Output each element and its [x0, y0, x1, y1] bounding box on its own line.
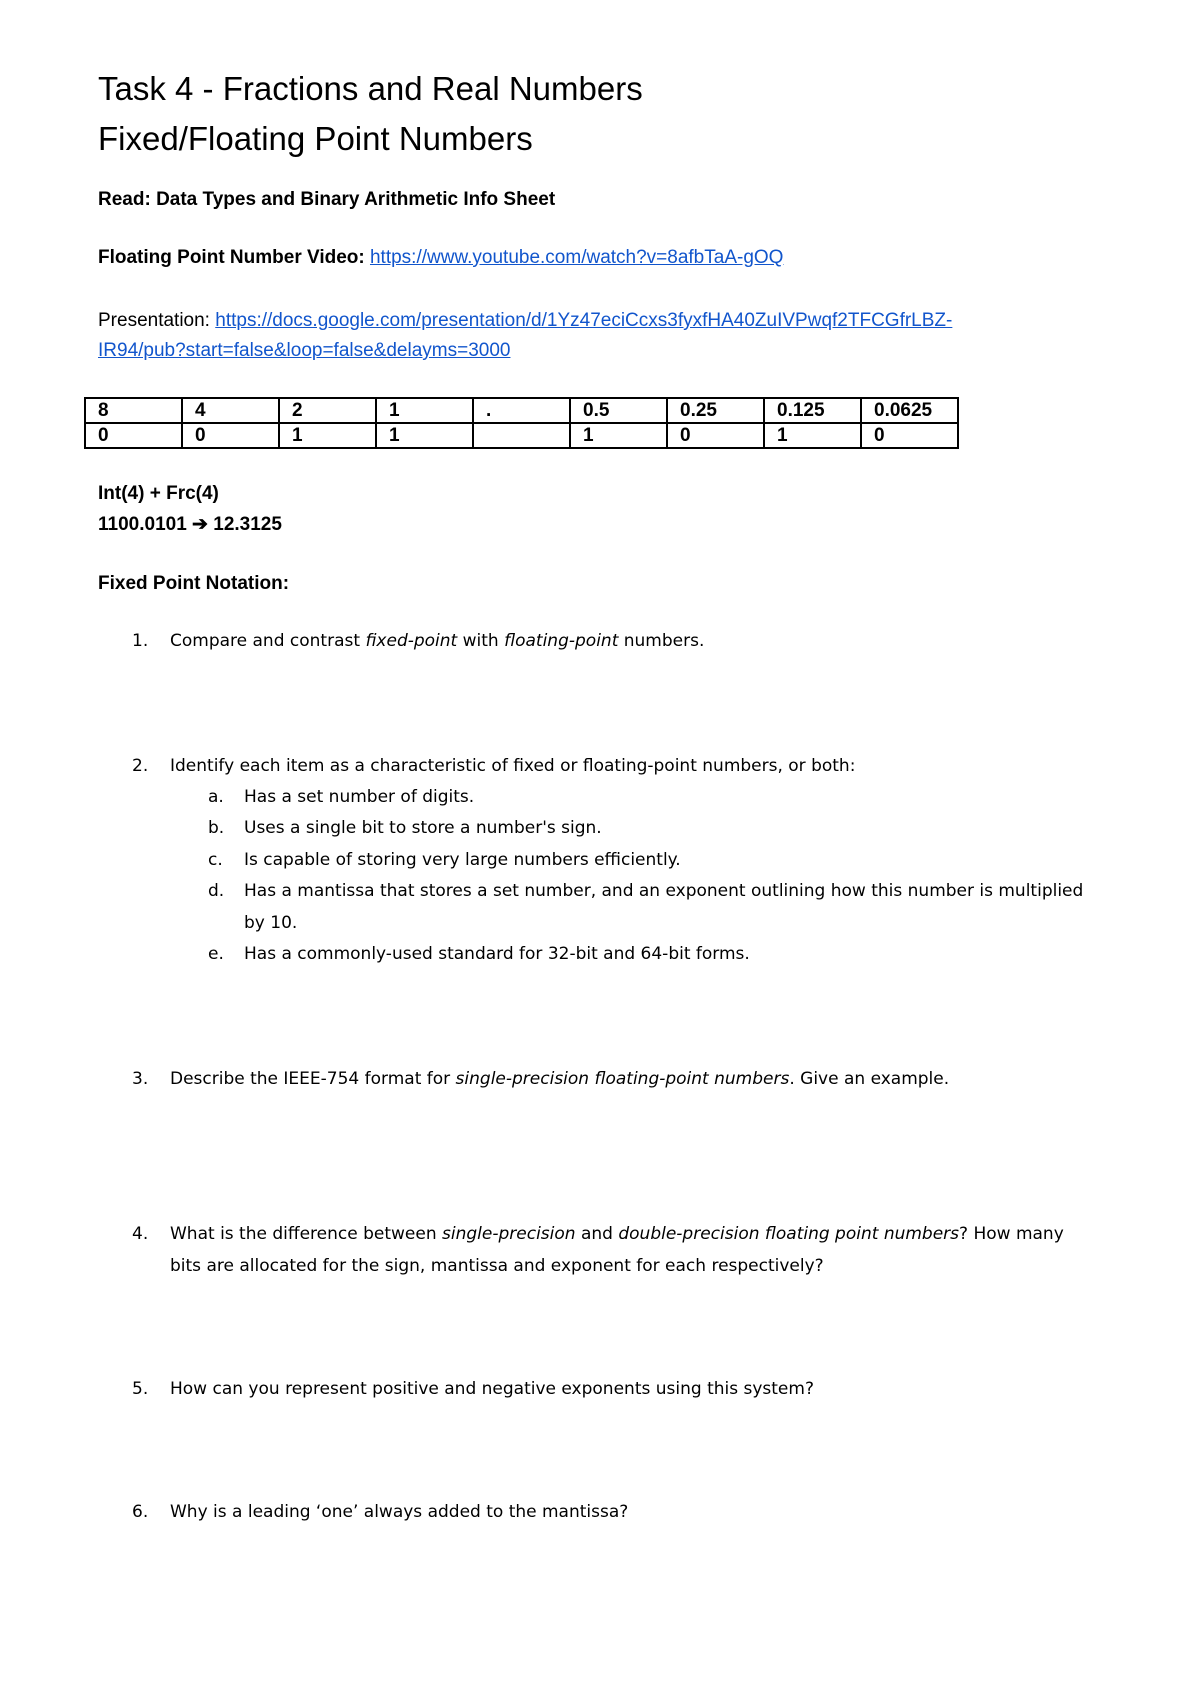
text-run: numbers.: [618, 631, 705, 651]
text-run-italic: single-precision floating-point numbers: [455, 1069, 790, 1089]
table-cell: 1: [279, 423, 376, 448]
question-text: Why is a leading ‘one’ always added to the mantissa?: [170, 1502, 629, 1522]
table-cell: 0: [861, 423, 958, 448]
table-cell: 0.5: [570, 398, 667, 423]
binary-value: 1100.0101: [98, 514, 187, 535]
question-number: 2.: [132, 756, 149, 776]
text-run: with: [457, 631, 505, 651]
title-line-2: Fixed/Floating Point Numbers: [98, 120, 533, 157]
video-line: [98, 247, 783, 269]
presentation-link[interactable]: [98, 310, 952, 361]
table-cell: 0.0625: [861, 398, 958, 423]
table-cell: [473, 423, 570, 448]
question-text: [170, 1064, 1100, 1096]
table-row: [85, 423, 958, 448]
table-cell: 0.125: [764, 398, 861, 423]
question-number: 6.: [132, 1502, 149, 1522]
table-header-row: [85, 398, 958, 423]
item-letter: d.: [208, 881, 225, 901]
item-letter: b.: [208, 818, 225, 838]
question-text: [170, 1219, 1100, 1282]
text-run-italic: floating-point: [504, 631, 619, 651]
question-number: 4.: [132, 1224, 149, 1244]
decimal-value: 12.3125: [213, 514, 282, 535]
item-text: Is capable of storing very large numbers efficiently.: [244, 850, 681, 870]
table-cell: 1: [376, 398, 473, 423]
question-text: [170, 626, 1100, 658]
text-run: . Give an example.: [789, 1069, 950, 1089]
table-cell: 0: [667, 423, 764, 448]
item-letter: a.: [208, 787, 224, 807]
table-cell: 1: [570, 423, 667, 448]
text-run: ? How many bits are allocated for the sign, mantissa and exponent for each respectively?: [170, 1224, 1064, 1276]
int-frc-label: Int(4) + Frc(4): [98, 483, 219, 504]
read-instruction: Read: Data Types and Binary Arithmetic Info Sheet: [98, 189, 556, 210]
text-run: and: [575, 1224, 619, 1244]
bit-place-value-table: [84, 397, 959, 449]
presentation-line: [98, 306, 1108, 366]
conversion-example: [98, 513, 282, 536]
text-run: Compare and contrast: [170, 631, 366, 651]
item-letter: c.: [208, 850, 223, 870]
table-cell: 1: [764, 423, 861, 448]
video-link[interactable]: https://www.youtube.com/watch?v=8afbTaA-gOQ: [369, 247, 784, 268]
question-text: How can you represent positive and negative exponents using this system?: [170, 1379, 814, 1399]
presentation-link-part-2: IR94/pub?start=false&loop=false&delayms=3000: [98, 340, 511, 361]
text-run: Describe the IEEE-754 format for: [170, 1069, 456, 1089]
table-cell: 2: [279, 398, 376, 423]
item-text: Has a mantissa that stores a set number, and an exponent outlining how this number is multiplied by 10.: [244, 881, 1084, 933]
presentation-link-part-1: https://docs.google.com/presentation/d/1Yz47eciCcxs3fyxfHA40ZuIVPwqf2TFCGfrLBZ-: [215, 310, 953, 331]
table-cell: 0: [85, 423, 182, 448]
text-run-italic: fixed-point: [365, 631, 458, 651]
item-text: Has a set number of digits.: [244, 787, 475, 807]
question-text: Identify each item as a characteristic of fixed or floating-point numbers, or both:: [170, 756, 856, 776]
text-run: What is the difference between: [170, 1224, 443, 1244]
question-number: 5.: [132, 1379, 149, 1399]
presentation-label: Presentation:: [98, 310, 216, 331]
arrow-icon: ➔: [192, 514, 208, 535]
item-text: Has a commonly-used standard for 32-bit and 64-bit forms.: [244, 944, 750, 964]
item-text: Uses a single bit to store a number's sign.: [244, 818, 602, 838]
table-cell: 1: [376, 423, 473, 448]
question-number: 3.: [132, 1069, 149, 1089]
title-line-1: Task 4 - Fractions and Real Numbers: [98, 70, 643, 107]
table-cell: 4: [182, 398, 279, 423]
section-heading-fixed-point: Fixed Point Notation:: [98, 573, 290, 594]
question-number: 1.: [132, 631, 149, 651]
table-cell: 8: [85, 398, 182, 423]
item-letter: e.: [208, 944, 224, 964]
text-run-italic: single-precision: [442, 1224, 576, 1244]
table-cell: 0: [182, 423, 279, 448]
table-cell: 0.25: [667, 398, 764, 423]
text-run-italic: double-precision floating point numbers: [618, 1224, 960, 1244]
video-label: Floating Point Number Video:: [98, 247, 370, 268]
table-cell: .: [473, 398, 570, 423]
